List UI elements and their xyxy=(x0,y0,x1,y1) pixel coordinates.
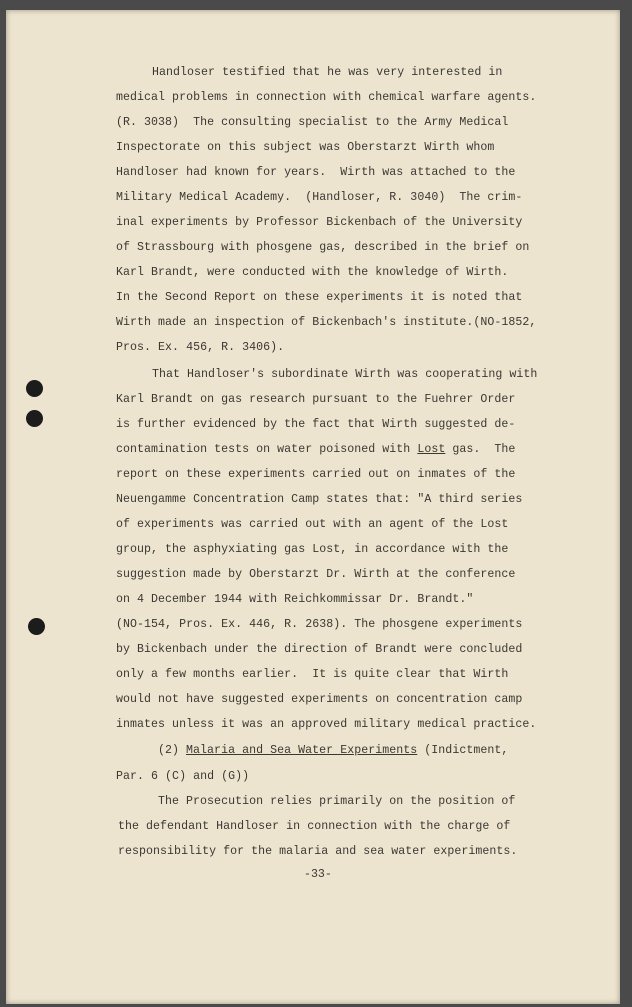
text-line: Karl Brandt on gas research pursuant to the Fuehrer Order xyxy=(116,393,516,406)
document-page xyxy=(6,10,620,1004)
page-number: -33- xyxy=(304,868,332,881)
text-line: Military Medical Academy. (Handloser, R. 3040) The crim- xyxy=(116,191,523,204)
text-line: by Bickenbach under the direction of Brandt were concluded xyxy=(116,643,523,656)
text-segment: (2) xyxy=(158,744,187,757)
text-line: responsibility for the malaria and sea water experiments. xyxy=(118,845,518,858)
text-line: Handloser had known for years. Wirth was attached to the xyxy=(116,166,516,179)
text-line: the defendant Handloser in connection with the charge of xyxy=(118,820,511,833)
text-line: Handloser testified that he was very interested in xyxy=(152,66,503,79)
text-line: is further evidenced by the fact that Wirth suggested de- xyxy=(116,418,516,431)
section-heading xyxy=(158,744,508,758)
text-line: suggestion made by Oberstarzt Dr. Wirth at the conference xyxy=(116,568,516,581)
text-line: medical problems in connection with chemical warfare agents. xyxy=(116,91,537,104)
text-line: of experiments was carried out with an agent of the Lost xyxy=(116,518,509,531)
text-line: only a few months earlier. It is quite clear that Wirth xyxy=(116,668,509,681)
text-line: The Prosecution relies primarily on the position of xyxy=(158,795,516,808)
text-line: Pros. Ex. 456, R. 3406). xyxy=(116,341,285,354)
text-line: Wirth made an inspection of Bickenbach's institute.(NO-1852, xyxy=(116,316,537,329)
text-line: inmates unless it was an approved military medical practice. xyxy=(116,718,537,731)
heading-title: Malaria and Sea Water Experiments xyxy=(186,744,418,757)
text-line: Neuengamme Concentration Camp states that: "A third series xyxy=(116,493,523,506)
text-segment: gas. The xyxy=(445,443,516,456)
text-line: group, the asphyxiating gas Lost, in accordance with the xyxy=(116,543,509,556)
text-line: of Strassbourg with phosgene gas, described in the brief on xyxy=(116,241,530,254)
text-line: In the Second Report on these experiments it is noted that xyxy=(116,291,523,304)
text-segment: contamination tests on water poisoned with xyxy=(116,443,418,456)
text-line: on 4 December 1944 with Reichkommissar Dr. Brandt." xyxy=(116,593,474,606)
text-line: Karl Brandt, were conducted with the knowledge of Wirth. xyxy=(116,266,509,279)
text-line xyxy=(116,443,515,457)
text-line: (NO-154, Pros. Ex. 446, R. 2638). The phosgene experiments xyxy=(116,618,523,631)
text-line: That Handloser's subordinate Wirth was cooperating with xyxy=(152,368,538,381)
text-line: Inspectorate on this subject was Oberstarzt Wirth whom xyxy=(116,141,495,154)
text-line: would not have suggested experiments on concentration camp xyxy=(116,693,523,706)
text-line: Par. 6 (C) and (G)) xyxy=(116,770,250,783)
underlined-term: Lost xyxy=(417,443,446,456)
document-body xyxy=(6,10,620,1004)
text-line: report on these experiments carried out on inmates of the xyxy=(116,468,516,481)
text-line: (R. 3038) The consulting specialist to the Army Medical xyxy=(116,116,509,129)
text-segment: (Indictment, xyxy=(417,744,509,757)
text-line: inal experiments by Professor Bickenbach of the University xyxy=(116,216,523,229)
